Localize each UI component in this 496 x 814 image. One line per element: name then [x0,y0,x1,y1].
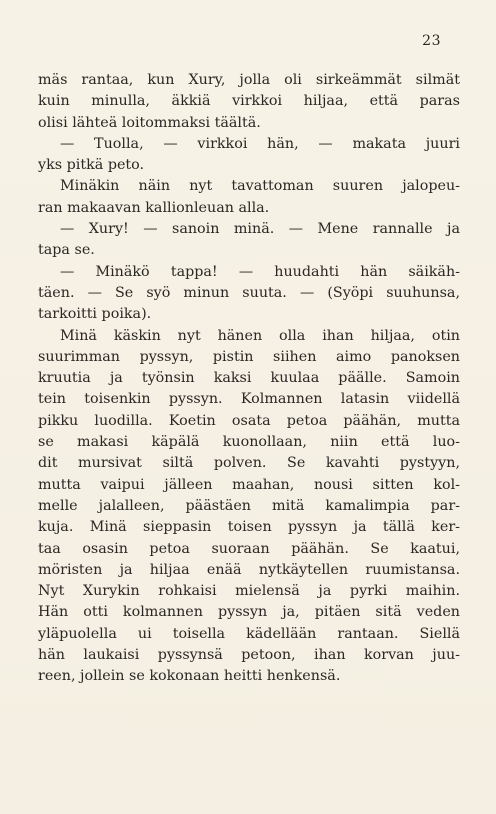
text-line: Minäkin näin nyt tavattoman suuren jalopeu- [60,178,460,195]
text-line: kruutia ja työnsin kaksi kuulaa päälle. Samoin [38,370,460,387]
text-line: taa osasin petoa suoraan päähän. Se kaatui, [38,540,460,557]
text-line: pikku luodilla. Koetin osata petoa päähän, mutta [38,412,460,429]
page-number: 23 [422,33,441,49]
text-line: yks pitkä peto. [38,157,145,174]
text-line: hän laukaisi pyssynsä petoon, ihan korvan juu- [38,647,460,664]
text-line: Minä käskin nyt hänen olla ihan hiljaa, otin [60,327,460,344]
text-line: möristen ja hiljaa enää nytkäytellen ruumistansa. [38,561,460,578]
text-line: reen, jollein se kokonaan heitti henkensä. [38,668,341,685]
text-line: mäs rantaa, kun Xury, jolla oli sirkeämmät silmät [38,72,460,88]
text-line: melle jalalleen, päästäen mitä kamalimpia par- [38,497,460,514]
text-line: suurimman pyssyn, pistin siihen aimo panoksen [38,348,460,365]
text-line: tapa se. [38,242,95,259]
text-line: se makasi käpälä kuonollaan, niin että luo- [38,434,460,451]
text-line: — Minäkö tappa! — huudahti hän säikäh- [60,263,460,280]
text-line: dit mursivat siltä polven. Se kavahti pystyyn, [38,455,460,472]
text-line: yläpuolella ui toisella kädellään rantaan. Siellä [38,625,460,642]
body-text [38,70,460,688]
text-line: olisi lähteä loitommaksi täältä. [38,114,261,131]
text-line: kuja. Minä sieppasin toisen pyssyn ja tällä ker- [38,519,460,536]
text-line: tein toisenkin pyssyn. Kolmannen latasin viidellä [38,391,460,408]
text-line: Hän otti kolmannen pyssyn ja, pitäen sitä veden [38,604,460,621]
text-line: tarkoitti poika). [38,306,152,323]
text-line: Nyt Xurykin rohkaisi mielensä ja pyrki maihin. [38,583,460,600]
text-line: kuin minulla, äkkiä virkkoi hiljaa, että paras [38,93,460,110]
text-line: ran makaavan kallionleuan alla. [38,199,270,216]
text-line: — Xury! — sanoin minä. — Mene rannalle ja [60,221,460,238]
text-line: — Tuolla, — virkkoi hän, — makata juuri [60,135,460,152]
text-line: täen. — Se syö minun suuta. — (Syöpi suuhunsa, [38,284,460,301]
text-line: mutta vaipui jälleen maahan, nousi sitten kol- [38,476,460,493]
